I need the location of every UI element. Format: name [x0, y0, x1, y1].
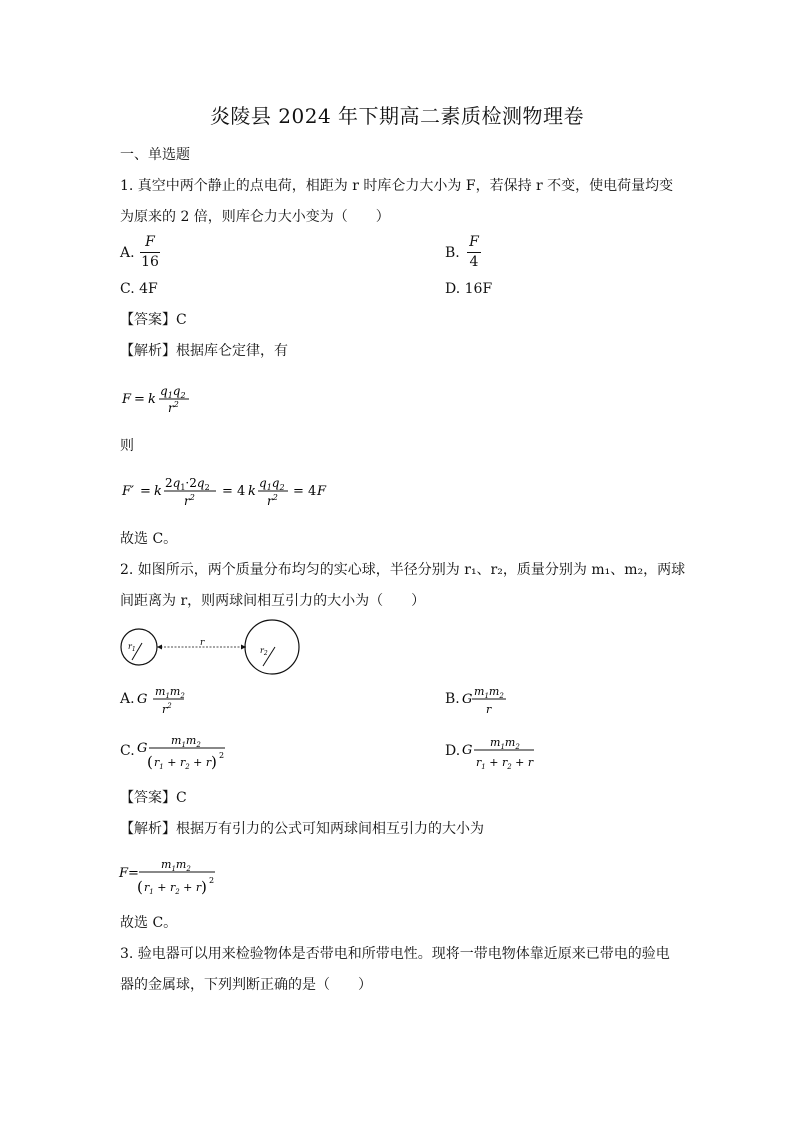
- q1-analysis: 【解析】根据库仑定律，有: [120, 343, 288, 359]
- q2-conclusion: 故选 C。: [120, 915, 178, 931]
- svg-text:=: =: [140, 484, 151, 499]
- svg-text:): ): [201, 878, 207, 896]
- sphere-1: [121, 629, 157, 665]
- svg-text:k: k: [148, 392, 156, 407]
- svg-text:r1 + r2 + r: $r_1 + r_2 + r$: [154, 756, 212, 771]
- svg-text:2: 2: [219, 751, 225, 760]
- q1-option-a-fraction: [140, 235, 160, 271]
- svg-text:2: 2: [209, 876, 215, 885]
- q3-stem-line2: 器的金属球，下列判断正确的是（ ）: [120, 977, 372, 993]
- svg-text:r: r: [486, 703, 492, 716]
- q1-option-b-fraction: [467, 235, 481, 271]
- q1-answer: 【答案】C: [120, 312, 187, 328]
- q1-stem-line1: 1. 真空中两个静止的点电荷，相距为 r 时库仑力大小为 F，若保持 r 不变，使电荷量均变: [120, 178, 674, 194]
- svg-text:m1m2: $m_1m_2$: [155, 685, 185, 700]
- svg-text:G: G: [462, 692, 473, 707]
- q1-option-b-denominator: 4: [469, 254, 479, 271]
- svg-text:F: F: [317, 484, 327, 499]
- svg-text:r2: $r^2$: [267, 493, 278, 508]
- svg-text:F: F: [122, 392, 132, 407]
- q1-option-a-label: A.: [120, 245, 135, 261]
- section-heading: 一、单选题: [120, 147, 190, 163]
- q1-option-c: C. 4F: [120, 281, 158, 297]
- sphere-2-radius-label: $r_2$: [260, 646, 268, 657]
- q2-option-c-label: C.: [120, 743, 135, 759]
- svg-text:r2: $r^2$: [184, 493, 195, 508]
- svg-text:): ): [211, 753, 217, 771]
- q2-option-b-label: B.: [445, 691, 460, 707]
- q1-stem-line2: 为原来的 2 倍，则库仑力大小变为（ ）: [120, 209, 390, 225]
- sphere-1-radius-label: $r_1$: [128, 642, 136, 653]
- q1-option-a-denominator: 16: [141, 254, 159, 271]
- svg-text:k: k: [248, 484, 256, 499]
- q2-option-c-formula: [135, 728, 235, 774]
- q2-stem-line2: 间距离为 r，则两球间相互引力的大小为（ ）: [120, 593, 426, 609]
- svg-text:= 4: = 4: [293, 484, 317, 499]
- svg-text:G: G: [137, 741, 148, 756]
- q2-option-a-formula: [135, 680, 195, 720]
- svg-text:k: k: [154, 484, 162, 499]
- distance-label: r: [200, 638, 205, 648]
- svg-text:m1m2: $m_1m_2$: [171, 734, 201, 749]
- svg-text:(: (: [147, 753, 153, 771]
- q2-stem-line1: 2. 如图所示，两个质量分布均匀的实心球，半径分别为 r₁、r₂，质量分别为 m₁、m₂，两球: [120, 562, 686, 578]
- svg-text:m1m2: $m_1m_2$: [490, 736, 520, 751]
- q2-option-b-formula: [460, 680, 520, 720]
- q1-formula-result: [118, 470, 328, 512]
- q2-option-d-label: D.: [445, 743, 461, 759]
- svg-text:G: G: [462, 743, 473, 758]
- q1-option-b-label: B.: [445, 245, 460, 261]
- q2-figure-two-spheres: [118, 618, 304, 676]
- svg-text:=: =: [134, 392, 145, 407]
- svg-text:(: (: [137, 878, 143, 896]
- q1-then: 则: [120, 438, 134, 454]
- svg-text:F′: F′: [122, 484, 134, 499]
- q1-option-a-numerator: F: [145, 234, 155, 250]
- svg-text:m1m2: $m_1m_2$: [474, 685, 504, 700]
- svg-text:F: F: [119, 866, 129, 881]
- q3-stem-line1: 3. 验电器可以用来检验物体是否带电和所带电性。现将一带电物体靠近原来已带电的验电: [120, 946, 670, 962]
- svg-text:q1q2: $q_1q_2$: [259, 476, 285, 492]
- sphere-2: [245, 620, 299, 674]
- q1-conclusion: 故选 C。: [120, 531, 178, 547]
- q2-formula-gravitation: [117, 850, 227, 898]
- q2-analysis: 【解析】根据万有引力的公式可知两球间相互引力的大小为: [120, 821, 484, 837]
- svg-text:2q1·2q2: $2q_1\cdot 2q_2$: [165, 476, 210, 492]
- q2-answer: 【答案】C: [120, 790, 187, 806]
- distance-arrow-left: [157, 645, 162, 650]
- svg-text:=: =: [128, 866, 139, 881]
- svg-text:r2: $r^2$: [162, 702, 172, 716]
- svg-text:r1 + r2 + r: $r_1 + r_2 + r$: [144, 881, 202, 896]
- svg-text:r2: $r^2$: [168, 400, 179, 415]
- q2-option-a-label: A.: [120, 691, 135, 707]
- q1-option-d: D. 16F: [445, 281, 493, 297]
- page-title: 炎陵县 2024 年下期高二素质检测物理卷: [209, 104, 585, 128]
- q1-option-b-numerator: F: [469, 234, 479, 250]
- svg-text:m1m2: $m_1m_2$: [161, 858, 191, 873]
- svg-text:G: G: [137, 692, 148, 707]
- svg-text:r1 + r2 + r: $r_1 + r_2 + r$: [476, 756, 534, 771]
- q1-formula-coulomb: [118, 378, 208, 418]
- svg-text:q1q2: $q_1q_2$: [160, 384, 186, 400]
- q2-option-d-formula: [460, 730, 550, 772]
- svg-text:= 4: = 4: [222, 484, 246, 499]
